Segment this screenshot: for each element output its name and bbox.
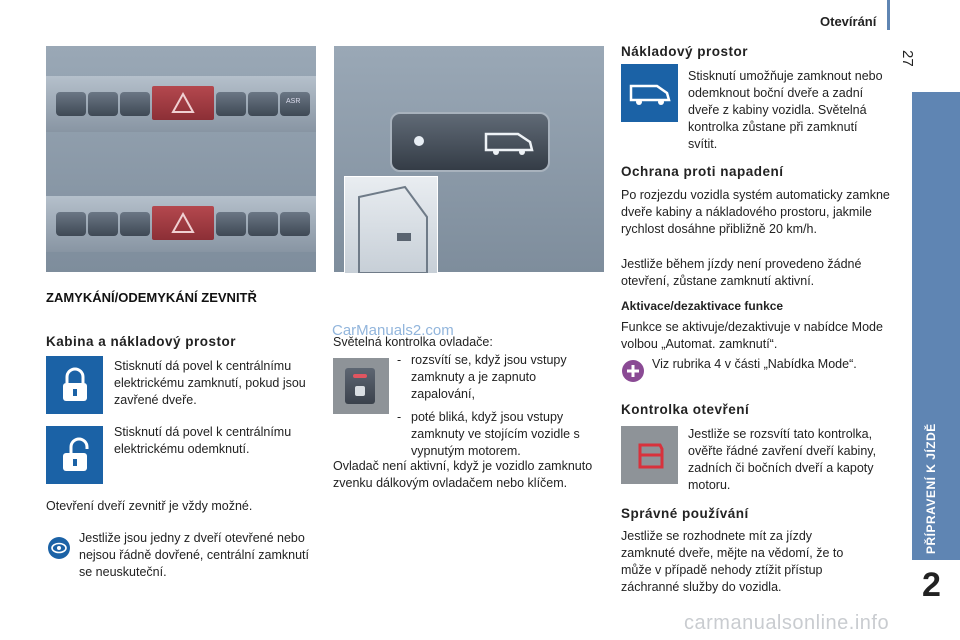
main-section-title: ZAMYKÁNÍ/ODEMYKÁNÍ ZEVNITŘ xyxy=(46,290,257,305)
cabin-section-title: Kabina a nákladový prostor xyxy=(46,334,237,349)
chapter-sidebar xyxy=(912,92,960,560)
switch-panel-top xyxy=(46,76,316,132)
indicator-led xyxy=(414,136,424,146)
header-divider xyxy=(887,0,890,30)
door-inset-photo xyxy=(344,176,438,274)
attack-text-1: Po rozjezdu vozidla systém automaticky zamkne dveře kabiny a nákladového prostoru, jakmile rychlost dosáhne přibližně 20 km/h. xyxy=(621,188,890,236)
page-number: 27 xyxy=(899,50,916,67)
van-icon xyxy=(480,124,540,158)
plus-ref-icon xyxy=(622,360,644,382)
proper-use-title: Správné používání xyxy=(621,506,749,521)
lock-icon xyxy=(57,365,93,405)
warning-light-illustration xyxy=(621,426,678,484)
chapter-number: 2 xyxy=(922,566,941,604)
sidebar-section-label: PŘÍPRAVENÍ K JÍZDĚ xyxy=(924,423,938,554)
eye-note-icon xyxy=(48,537,70,559)
unlock-description: Stisknutí dá povel k centrálnímu elektrickému odemknutí. xyxy=(114,425,292,456)
switch-panel-bottom xyxy=(46,196,316,252)
indicator-inactive-text: Ovladač není aktivní, když je vozidlo zamknuto zvenku dálkovým ovladačem nebo klíčem. xyxy=(333,459,593,490)
inside-open-text: Otevření dveří zevnitř je vždy možné. xyxy=(46,499,253,513)
open-door-warning-icon xyxy=(630,435,670,475)
unlock-icon xyxy=(57,435,93,475)
lock-button-illustration xyxy=(46,356,103,414)
indicator-intro: Světelná kontrolka ovladače: xyxy=(333,335,493,349)
cargo-section-title: Nákladový prostor xyxy=(621,44,749,59)
hazard-icon xyxy=(152,206,214,240)
proper-use-text: Jestliže se rozhodnete mít za jízdy zamknuté dveře, mějte na vědomí, že to může v případě nehody ztížit přístup záchranné služby do vozidla. xyxy=(621,529,844,594)
indicator-switch-illustration xyxy=(333,358,389,414)
hazard-button-top xyxy=(152,86,214,120)
van-lock-icon xyxy=(627,78,673,108)
watermark-carmanuals: CarManuals2.com xyxy=(332,322,454,339)
hazard-icon xyxy=(152,86,214,120)
activation-text: Funkce se aktivuje/dezaktivuje v nabídce Mode volbou „Automat. zamknutí“. xyxy=(621,320,883,351)
open-door-note: Jestliže jsou jedny z dveří otevřené nebo nejsou řádně dovřené, centrální zamknutí se neuskuteční. xyxy=(79,531,309,579)
mode-reference-text: Viz rubrika 4 v části „Nabídka Mode“. xyxy=(652,357,857,371)
door-icon xyxy=(345,177,437,273)
activation-subtitle: Aktivace/dezaktivace funkce xyxy=(621,299,784,313)
warning-light-text: Jestliže se rozsvítí tato kontrolka, ověřte řádné zavření dveří kabiny, zadních či bočních dveří a kapoty motoru. xyxy=(688,427,877,492)
indicator-lock-symbol xyxy=(355,386,365,396)
indicator-item-1: - rozsvítí se, když jsou vstupy zamknuty a je zapnuto zapalování, xyxy=(397,352,603,403)
cargo-button-illustration xyxy=(621,64,678,122)
hazard-button-bottom xyxy=(152,206,214,240)
cargo-description: Stisknutí umožňuje zamknout nebo odemknout boční dveře a zadní dveře z kabiny vozidla. Světelná kontrolka zůstane při zamknutí svítit. xyxy=(688,69,883,151)
footer-watermark: carmanualsonline.info xyxy=(684,612,890,634)
warning-light-title: Kontrolka otevření xyxy=(621,402,750,417)
attack-text-2: Jestliže během jízdy není provedeno žádné otevření, zůstane zamknutí aktivní. xyxy=(621,257,862,288)
indicator-item-2: - poté bliká, když jsou vstupy zamknuty ve stojícím vozidle s vypnutým motorem. xyxy=(397,409,603,460)
indicator-list xyxy=(397,352,603,460)
header-title: Otevírání xyxy=(820,14,877,29)
attack-section-title: Ochrana proti napadení xyxy=(621,164,784,179)
dashboard-switch-photo xyxy=(46,46,316,272)
indicator-red-led xyxy=(353,374,367,378)
asr-label: ASR xyxy=(286,98,301,105)
lock-description: Stisknutí dá povel k centrálnímu elektrickému zamknutí, pokud jsou zavřené dveře. xyxy=(114,359,306,407)
unlock-button-illustration xyxy=(46,426,103,484)
indicator-switch-button xyxy=(345,368,375,404)
cargo-switch xyxy=(390,112,550,172)
cargo-switch-photo xyxy=(334,46,604,272)
